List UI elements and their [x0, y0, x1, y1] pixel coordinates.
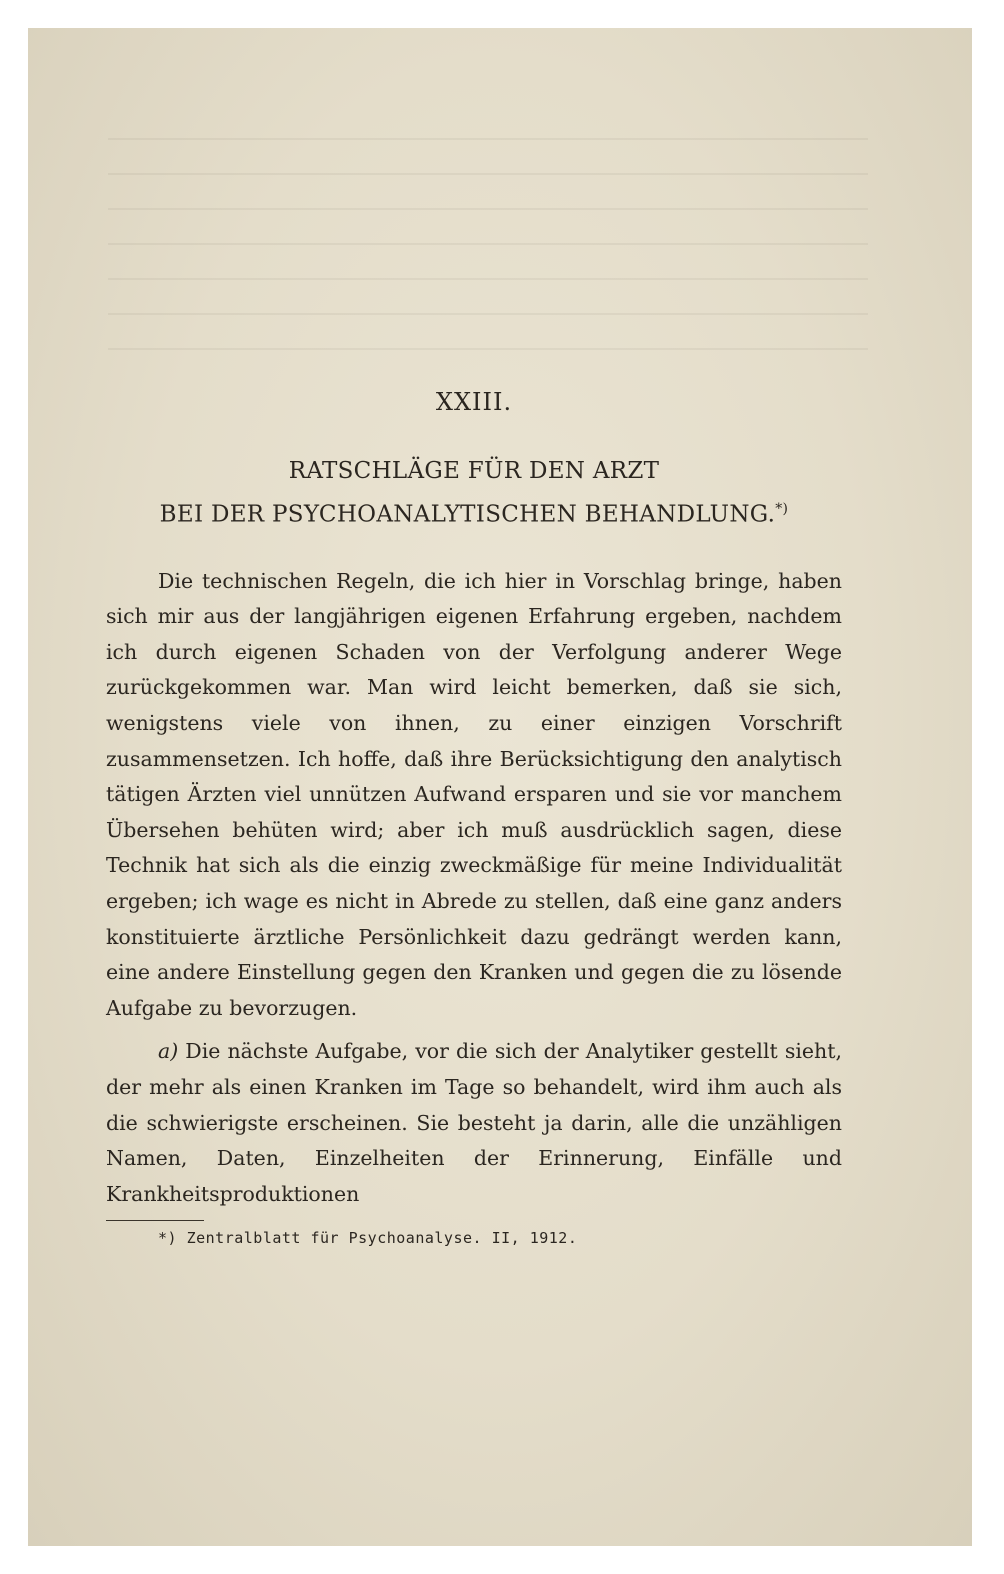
page-content — [106, 388, 842, 1247]
paragraph-intro — [106, 564, 842, 1027]
footnote-marker: *) — [775, 501, 789, 517]
footnote: *) Zentralblatt für Psychoanalyse. II, 1912. — [158, 1229, 578, 1248]
chapter-title-line-2: BEI DER PSYCHOANALYTISCHEN BEHANDLUNG. — [159, 501, 776, 528]
book-page — [28, 28, 972, 1546]
body-text — [106, 564, 842, 1213]
paragraph-a-marker: a) — [158, 1039, 179, 1064]
chapter-number: XXIII. — [435, 388, 513, 416]
chapter-title-line-1: RATSCHLÄGE FÜR DEN ARZT — [288, 458, 660, 484]
footnote-rule — [106, 1220, 204, 1221]
paragraph-a — [106, 1034, 842, 1212]
bleed-through-texture — [108, 138, 868, 368]
paragraph-intro-text: Die technischen Regeln, die ich hier in Vorschlag bringe, haben sich mir aus der langjährigen eigenen Erfahrung ergeben, nachdem ich durch eigenen Schaden von der Verfolgung anderer Wege zurückgekommen war. Man wird leicht bemerken, daß sie sich, wenigstens viele von ihnen, zu einer einzigen Vorschrift zusammensetzen. Ich hoffe, daß ihre Berücksichtigung den analytisch tätigen Ärzten viel unnützen Aufwand ersparen und sie vor manchem Übersehen behüten wird; aber ich muß ausdrücklich sagen, diese Technik hat sich als die einzig zweckmäßige für meine Individualität ergeben; ich wage es nicht in Abrede zu stellen, daß eine ganz anders konstituierte ärztliche Persönlichkeit dazu gedrängt werden kann, eine andere Einstellung gegen den Kranken und gegen die zu lösende Aufgabe zu bevorzugen. — [106, 568, 842, 1020]
chapter-title — [106, 452, 842, 534]
paragraph-a-text: Die nächste Aufgabe, vor die sich der Analytiker gestellt sieht, der mehr als einen Kranken im Tage so behandelt, wird ihm auch als die schwierigste erscheinen. Sie besteht ja darin, alle die unzähligen Namen, Daten, Einzelheiten der Erinnerung, Einfälle und Krankheitsproduktionen — [106, 1039, 842, 1206]
